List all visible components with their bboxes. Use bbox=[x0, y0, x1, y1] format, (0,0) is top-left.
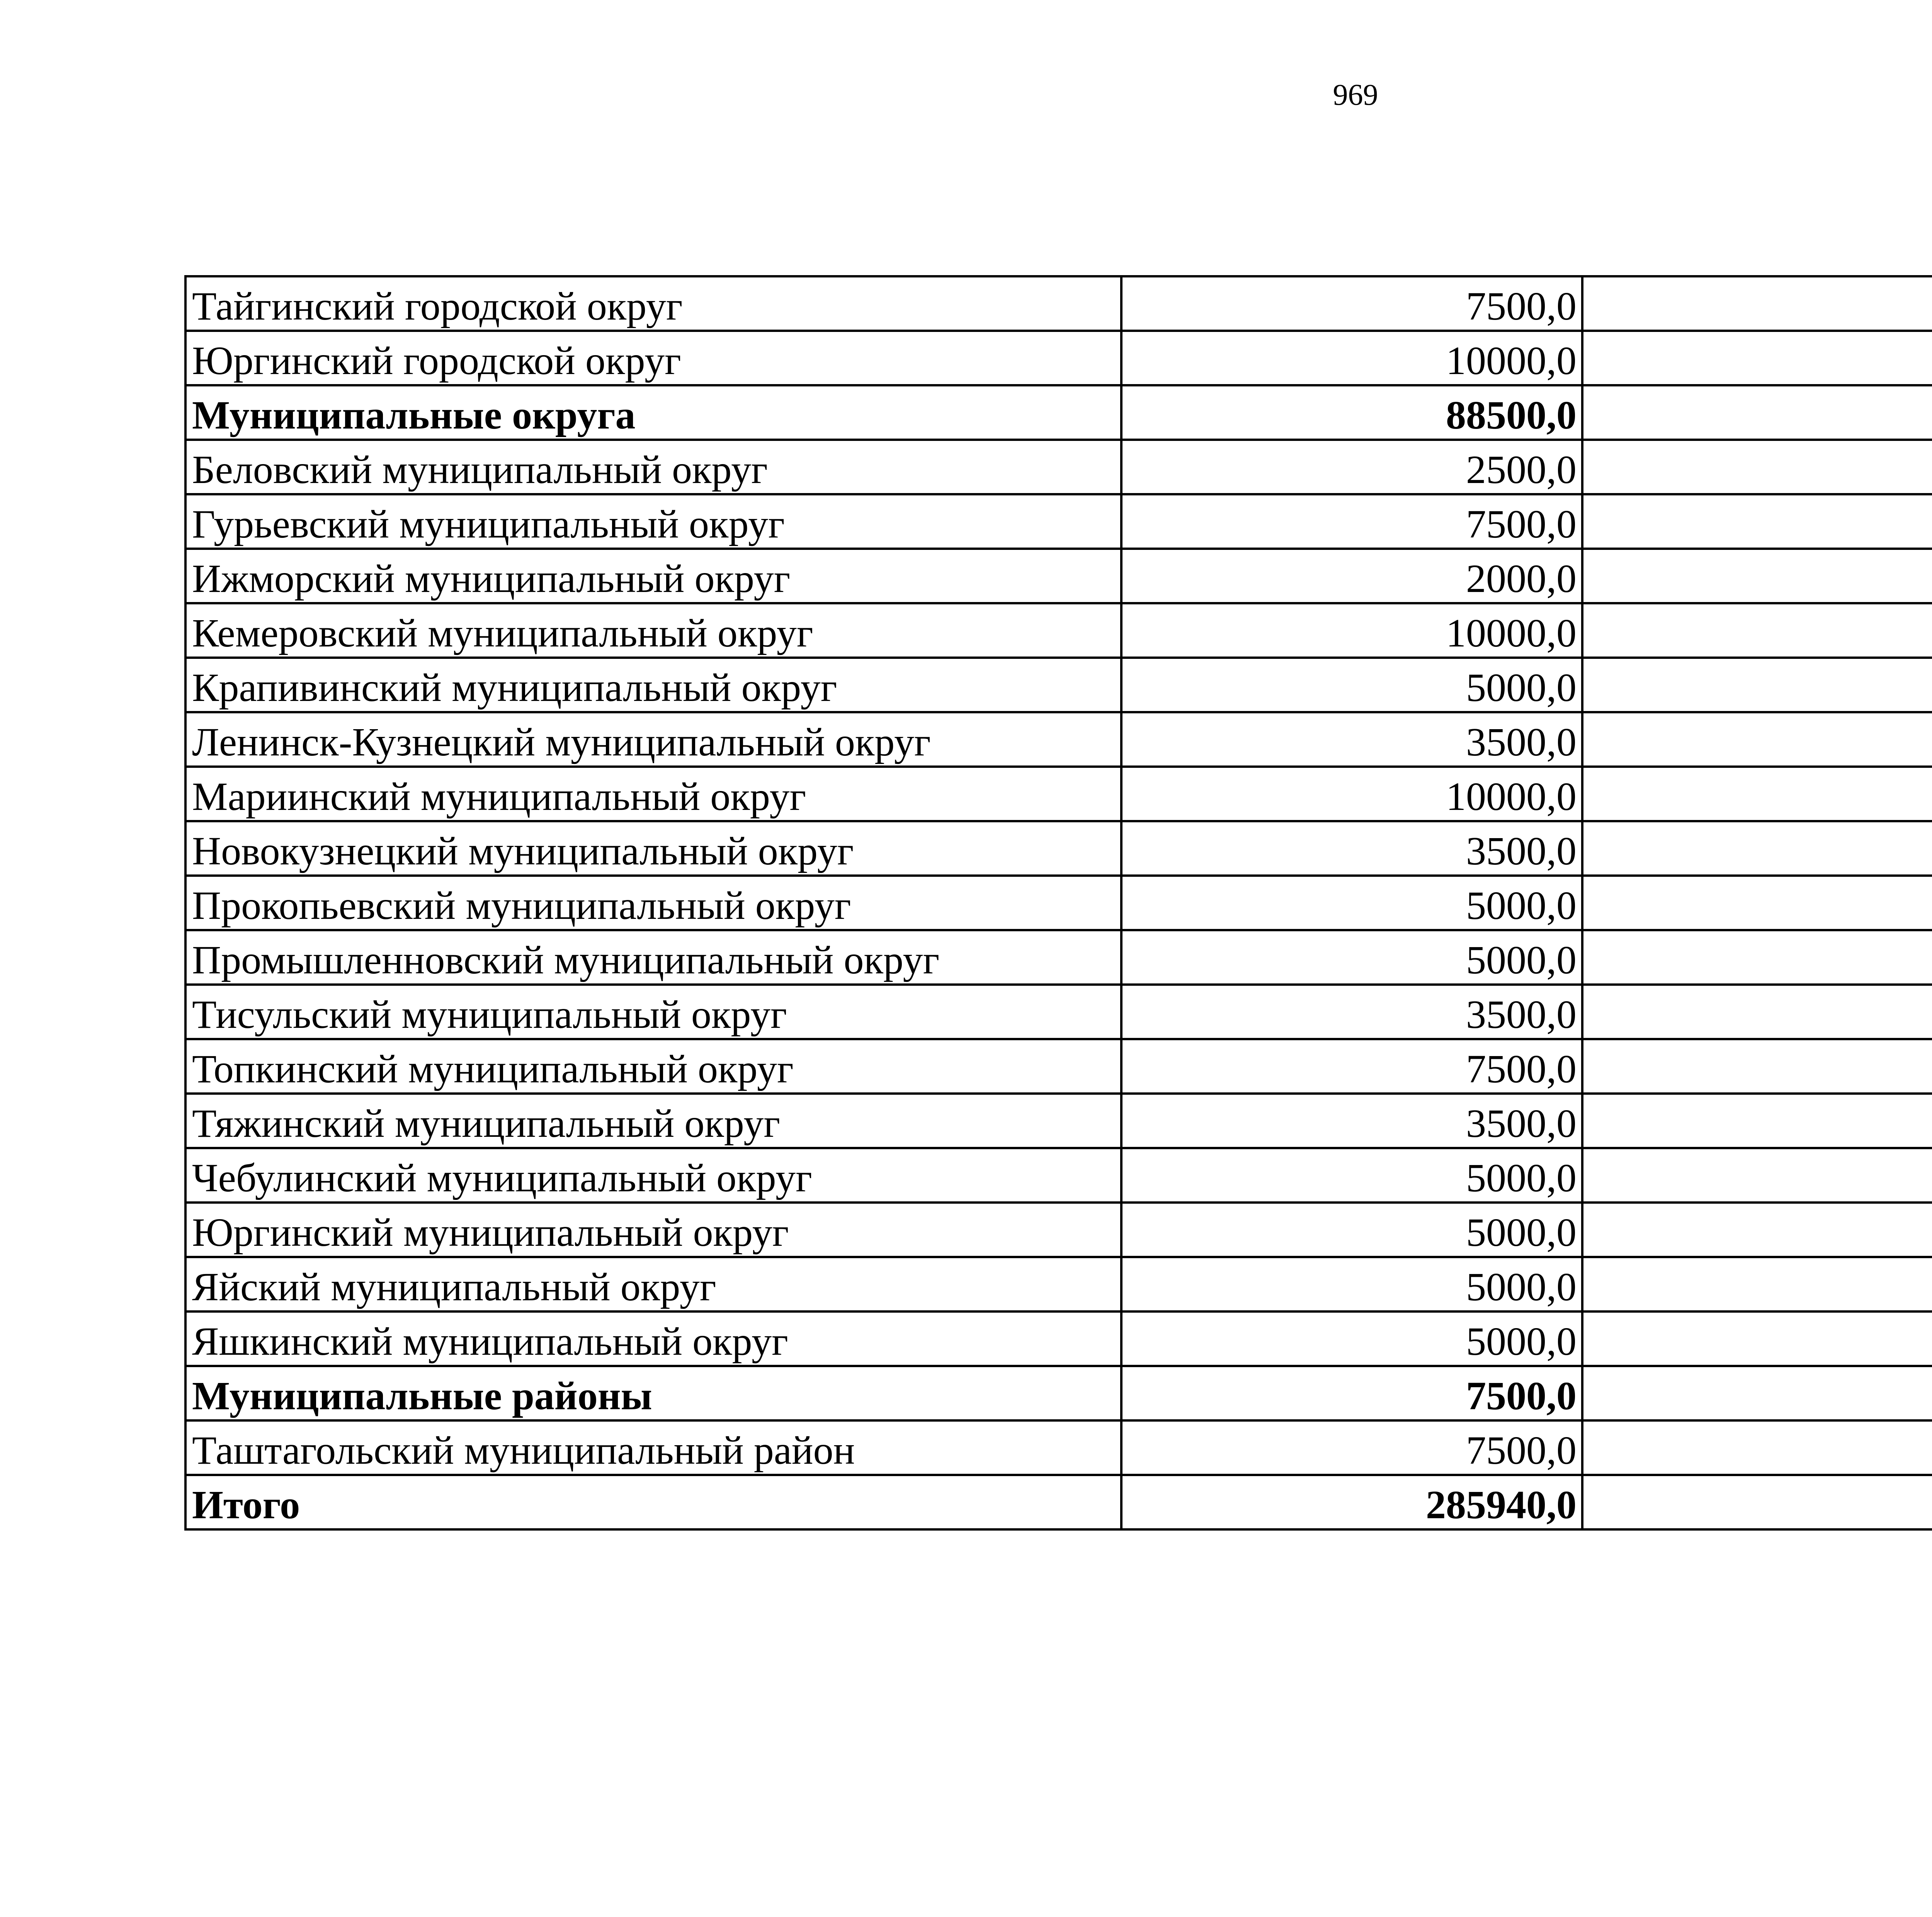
table-row bbox=[185, 930, 1932, 985]
table-row bbox=[185, 494, 1932, 549]
amount-column-3-cell bbox=[1582, 712, 1932, 767]
amount-column-2-cell: 10000,0 bbox=[1121, 767, 1582, 821]
amount-column-3-cell bbox=[1582, 276, 1932, 331]
amount-column-2-cell: 10000,0 bbox=[1121, 603, 1582, 658]
table-row bbox=[185, 712, 1932, 767]
table-row bbox=[185, 985, 1932, 1039]
amount-column-2-cell: 5000,0 bbox=[1121, 1257, 1582, 1311]
amount-column-2-cell: 7500,0 bbox=[1121, 1420, 1582, 1475]
table-row bbox=[185, 549, 1932, 603]
amount-column-3-cell bbox=[1582, 1039, 1932, 1094]
table-row bbox=[185, 1311, 1932, 1366]
municipality-name-cell: Прокопьевский муниципальный округ bbox=[185, 876, 1121, 930]
total-amount-column-3-cell bbox=[1582, 1475, 1932, 1529]
amount-column-2-cell: 5000,0 bbox=[1121, 930, 1582, 985]
amount-column-3-cell bbox=[1582, 603, 1932, 658]
table-body bbox=[185, 276, 1932, 1529]
table-row bbox=[185, 1094, 1932, 1148]
table-row bbox=[185, 658, 1932, 712]
amount-column-2-cell: 3500,0 bbox=[1121, 712, 1582, 767]
municipality-name-cell: Ижморский муниципальный округ bbox=[185, 549, 1121, 603]
amount-column-2-cell: 5000,0 bbox=[1121, 1148, 1582, 1203]
amount-column-2-cell: 3500,0 bbox=[1121, 821, 1582, 876]
amount-column-2-cell: 2500,0 bbox=[1121, 440, 1582, 494]
table-row bbox=[185, 331, 1932, 385]
amount-column-3-cell bbox=[1582, 821, 1932, 876]
amount-column-3-cell bbox=[1582, 876, 1932, 930]
table-row bbox=[185, 1148, 1932, 1203]
section-amount-column-3-cell bbox=[1582, 1366, 1932, 1420]
amount-column-2-cell: 5000,0 bbox=[1121, 658, 1582, 712]
amount-column-2-cell: 5000,0 bbox=[1121, 876, 1582, 930]
total-label-cell: Итого bbox=[185, 1475, 1121, 1529]
amount-column-2-cell: 7500,0 bbox=[1121, 1039, 1582, 1094]
municipality-name-cell: Яшкинский муниципальный округ bbox=[185, 1311, 1121, 1366]
table-row bbox=[185, 1203, 1932, 1257]
municipality-name-cell: Беловский муниципальный округ bbox=[185, 440, 1121, 494]
amount-column-2-cell: 5000,0 bbox=[1121, 1311, 1582, 1366]
table-row bbox=[185, 1420, 1932, 1475]
table-row bbox=[185, 1257, 1932, 1311]
table-row bbox=[185, 276, 1932, 331]
municipality-name-cell: Тяжинский муниципальный округ bbox=[185, 1094, 1121, 1148]
municipality-name-cell: Гурьевский муниципальный округ bbox=[185, 494, 1121, 549]
section-amount-column-3-cell bbox=[1582, 385, 1932, 440]
municipality-name-cell: Таштагольский муниципальный район bbox=[185, 1420, 1121, 1475]
municipality-name-cell: Промышленновский муниципальный округ bbox=[185, 930, 1121, 985]
municipality-name-cell: Тайгинский городской округ bbox=[185, 276, 1121, 331]
amount-column-3-cell bbox=[1582, 1257, 1932, 1311]
amount-column-2-cell: 3500,0 bbox=[1121, 1094, 1582, 1148]
amount-column-2-cell: 10000,0 bbox=[1121, 331, 1582, 385]
table-row bbox=[185, 1039, 1932, 1094]
amount-column-3-cell bbox=[1582, 658, 1932, 712]
total-amount-column-2-cell: 285940,0 bbox=[1121, 1475, 1582, 1529]
municipality-name-cell: Кемеровский муниципальный округ bbox=[185, 603, 1121, 658]
municipality-name-cell: Крапивинский муниципальный округ bbox=[185, 658, 1121, 712]
municipality-name-cell: Ленинск-Кузнецкий муниципальный округ bbox=[185, 712, 1121, 767]
section-name-cell: Муниципальные округа bbox=[185, 385, 1121, 440]
amount-column-3-cell bbox=[1582, 494, 1932, 549]
amount-column-2-cell: 3500,0 bbox=[1121, 985, 1582, 1039]
amount-column-3-cell bbox=[1582, 1420, 1932, 1475]
section-header-row bbox=[185, 385, 1932, 440]
municipality-name-cell: Яйский муниципальный округ bbox=[185, 1257, 1121, 1311]
table-row bbox=[185, 876, 1932, 930]
amount-column-2-cell: 2000,0 bbox=[1121, 549, 1582, 603]
municipality-name-cell: Топкинский муниципальный округ bbox=[185, 1039, 1121, 1094]
section-amount-column-2-cell: 88500,0 bbox=[1121, 385, 1582, 440]
amount-column-2-cell: 7500,0 bbox=[1121, 494, 1582, 549]
section-amount-column-2-cell: 7500,0 bbox=[1121, 1366, 1582, 1420]
municipality-name-cell: Тисульский муниципальный округ bbox=[185, 985, 1121, 1039]
amount-column-3-cell bbox=[1582, 1311, 1932, 1366]
municipality-name-cell: Юргинский муниципальный округ bbox=[185, 1203, 1121, 1257]
amount-column-3-cell bbox=[1582, 549, 1932, 603]
municipality-name-cell: Мариинский муниципальный округ bbox=[185, 767, 1121, 821]
amount-column-3-cell bbox=[1582, 440, 1932, 494]
budget-allocation-table bbox=[184, 275, 1932, 1531]
page-number: 969 bbox=[1333, 78, 1378, 111]
amount-column-2-cell: 5000,0 bbox=[1121, 1203, 1582, 1257]
section-name-cell: Муниципальные районы bbox=[185, 1366, 1121, 1420]
amount-column-3-cell bbox=[1582, 1094, 1932, 1148]
table-row bbox=[185, 440, 1932, 494]
amount-column-3-cell bbox=[1582, 930, 1932, 985]
municipality-name-cell: Юргинский городской округ bbox=[185, 331, 1121, 385]
amount-column-3-cell bbox=[1582, 1203, 1932, 1257]
table-row bbox=[185, 603, 1932, 658]
municipality-name-cell: Новокузнецкий муниципальный округ bbox=[185, 821, 1121, 876]
amount-column-3-cell bbox=[1582, 331, 1932, 385]
table-row bbox=[185, 767, 1932, 821]
amount-column-2-cell: 7500,0 bbox=[1121, 276, 1582, 331]
amount-column-3-cell bbox=[1582, 985, 1932, 1039]
amount-column-3-cell bbox=[1582, 1148, 1932, 1203]
section-header-row bbox=[185, 1366, 1932, 1420]
table-row bbox=[185, 821, 1932, 876]
total-row bbox=[185, 1475, 1932, 1529]
amount-column-3-cell bbox=[1582, 767, 1932, 821]
municipality-name-cell: Чебулинский муниципальный округ bbox=[185, 1148, 1121, 1203]
